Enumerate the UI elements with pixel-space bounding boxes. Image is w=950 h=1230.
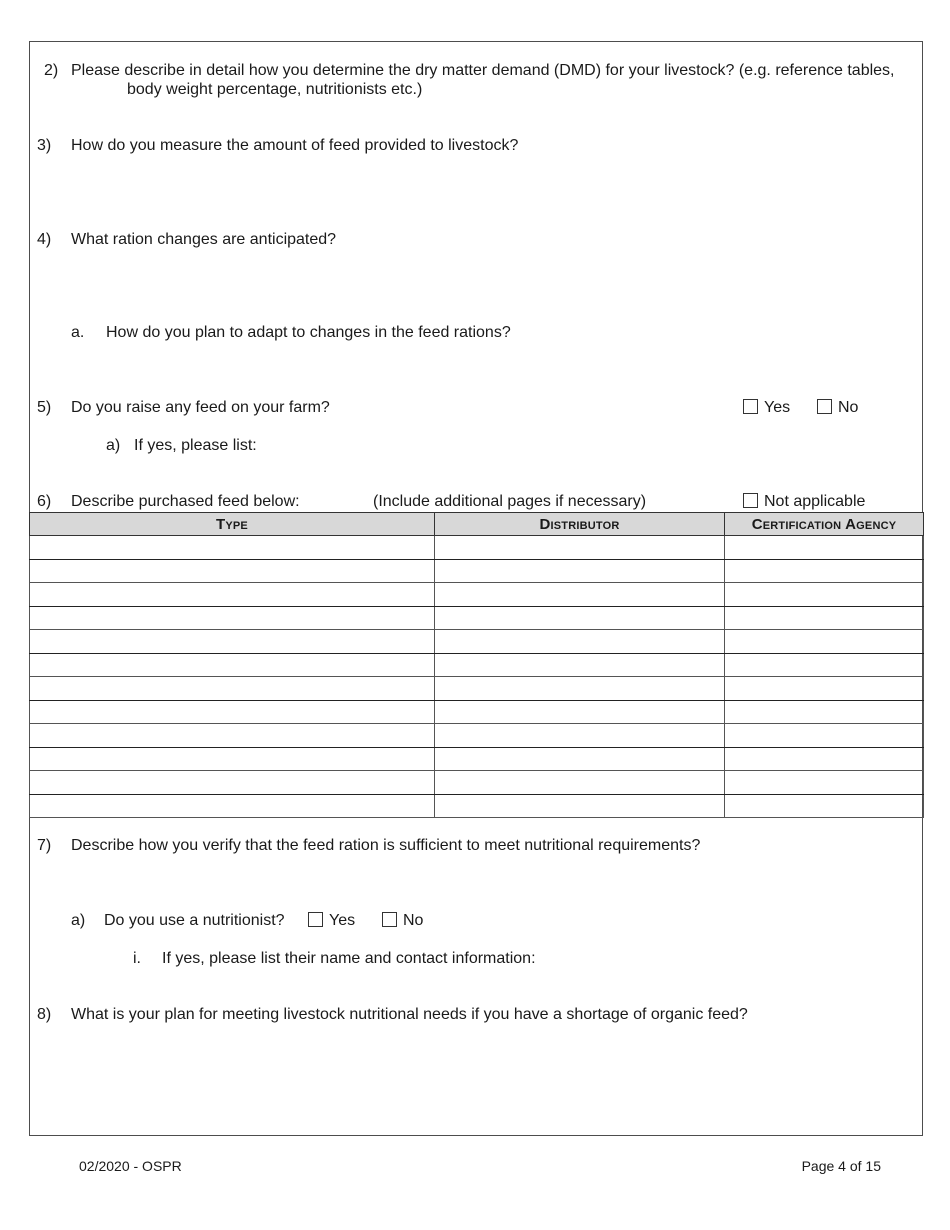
q2-text-line2: body weight percentage, nutritionists etc.) — [127, 81, 423, 98]
table-cell-input[interactable] — [725, 630, 924, 654]
q5-no-checkbox[interactable] — [817, 399, 832, 414]
table-cell-input[interactable] — [435, 747, 725, 771]
table-cell-input[interactable] — [435, 771, 725, 795]
q7a-text: Do you use a nutritionist? — [104, 912, 285, 929]
table-cell-input[interactable] — [30, 771, 435, 795]
q6-note: (Include additional pages if necessary) — [373, 493, 647, 510]
q7a-yes-checkbox[interactable] — [308, 912, 323, 927]
table-row — [30, 630, 924, 654]
table-row — [30, 677, 924, 701]
table-row — [30, 724, 924, 748]
q3-number: 3) — [37, 137, 52, 154]
table-row — [30, 536, 924, 560]
table-cell-input[interactable] — [725, 559, 924, 583]
table-cell-input[interactable] — [435, 677, 725, 701]
table-cell-input[interactable] — [725, 747, 924, 771]
q6-text: Describe purchased feed below: — [71, 493, 300, 510]
purchased-feed-table — [29, 512, 924, 818]
table-cell-input[interactable] — [725, 583, 924, 607]
table-cell-input[interactable] — [30, 700, 435, 724]
header-distributor: Distributor — [435, 513, 725, 536]
table-cell-input[interactable] — [435, 700, 725, 724]
table-cell-input[interactable] — [725, 536, 924, 560]
q4-text: What ration changes are anticipated? — [71, 231, 337, 248]
header-certification-agency: Certification Agency — [725, 513, 924, 536]
table-cell-input[interactable] — [435, 536, 725, 560]
table-header-row — [30, 513, 924, 536]
q6-not-applicable-checkbox[interactable] — [743, 493, 758, 508]
table-cell-input[interactable] — [30, 653, 435, 677]
table-cell-input[interactable] — [725, 653, 924, 677]
q7i-number: i. — [133, 950, 141, 967]
table-cell-input[interactable] — [725, 794, 924, 818]
q6-not-applicable-option[interactable] — [743, 492, 865, 512]
q8-text: What is your plan for meeting livestock nutritional needs if you have a shortage of organic feed? — [71, 1006, 748, 1023]
q7-text: Describe how you verify that the feed ration is sufficient to meet nutritional requirements? — [71, 837, 701, 854]
q5-text: Do you raise any feed on your farm? — [71, 399, 330, 416]
q6-not-applicable-label: Not applicable — [764, 493, 866, 510]
q7a-yes-label: Yes — [329, 912, 356, 929]
q8-number: 8) — [37, 1006, 52, 1023]
table-cell-input[interactable] — [435, 559, 725, 583]
table-row — [30, 653, 924, 677]
table-row — [30, 583, 924, 607]
header-type: Type — [30, 513, 435, 536]
table-cell-input[interactable] — [725, 700, 924, 724]
table-row — [30, 606, 924, 630]
table-cell-input[interactable] — [30, 747, 435, 771]
q4a-text: How do you plan to adapt to changes in the feed rations? — [106, 324, 511, 341]
table-row — [30, 559, 924, 583]
q5a-text: If yes, please list: — [134, 437, 257, 454]
table-cell-input[interactable] — [30, 536, 435, 560]
table-cell-input[interactable] — [30, 630, 435, 654]
table-cell-input[interactable] — [435, 653, 725, 677]
q5-yes-checkbox[interactable] — [743, 399, 758, 414]
q7a-no-label: No — [403, 912, 424, 929]
table-cell-input[interactable] — [30, 559, 435, 583]
table-cell-input[interactable] — [725, 771, 924, 795]
table-cell-input[interactable] — [435, 724, 725, 748]
q2-number: 2) — [44, 62, 59, 79]
table-cell-input[interactable] — [435, 583, 725, 607]
footer-revision: 02/2020 - OSPR — [79, 1158, 182, 1174]
q5-yes-option[interactable] — [743, 398, 790, 418]
q7i-text: If yes, please list their name and contact information: — [162, 950, 536, 967]
q7a-no-checkbox[interactable] — [382, 912, 397, 927]
q7-number: 7) — [37, 837, 52, 854]
table-row — [30, 747, 924, 771]
table-cell-input[interactable] — [435, 794, 725, 818]
q7a-no-option[interactable] — [382, 911, 423, 931]
q4-number: 4) — [37, 231, 52, 248]
q7a-yes-option[interactable] — [308, 911, 355, 931]
table-body — [30, 536, 924, 818]
table-row — [30, 700, 924, 724]
q2-text-line1: Please describe in detail how you determine the dry matter demand (DMD) for your livestock? (e.g. reference tables, — [71, 62, 895, 79]
table-cell-input[interactable] — [435, 606, 725, 630]
q7a-number: a) — [71, 912, 86, 929]
table-row — [30, 794, 924, 818]
table-cell-input[interactable] — [725, 724, 924, 748]
table-cell-input[interactable] — [30, 724, 435, 748]
table-cell-input[interactable] — [435, 630, 725, 654]
table-cell-input[interactable] — [30, 794, 435, 818]
q3-text: How do you measure the amount of feed provided to livestock? — [71, 137, 519, 154]
table-cell-input[interactable] — [30, 677, 435, 701]
table-cell-input[interactable] — [30, 606, 435, 630]
q5-no-label: No — [838, 399, 859, 416]
table-cell-input[interactable] — [725, 677, 924, 701]
q5-number: 5) — [37, 399, 52, 416]
footer-page-number: Page 4 of 15 — [801, 1158, 881, 1174]
q4a-number: a. — [71, 324, 85, 341]
table-row — [30, 771, 924, 795]
q5-no-option[interactable] — [817, 398, 858, 418]
table-cell-input[interactable] — [30, 583, 435, 607]
q5-yes-label: Yes — [764, 399, 791, 416]
table-cell-input[interactable] — [725, 606, 924, 630]
q6-number: 6) — [37, 493, 52, 510]
q5a-number: a) — [106, 437, 121, 454]
